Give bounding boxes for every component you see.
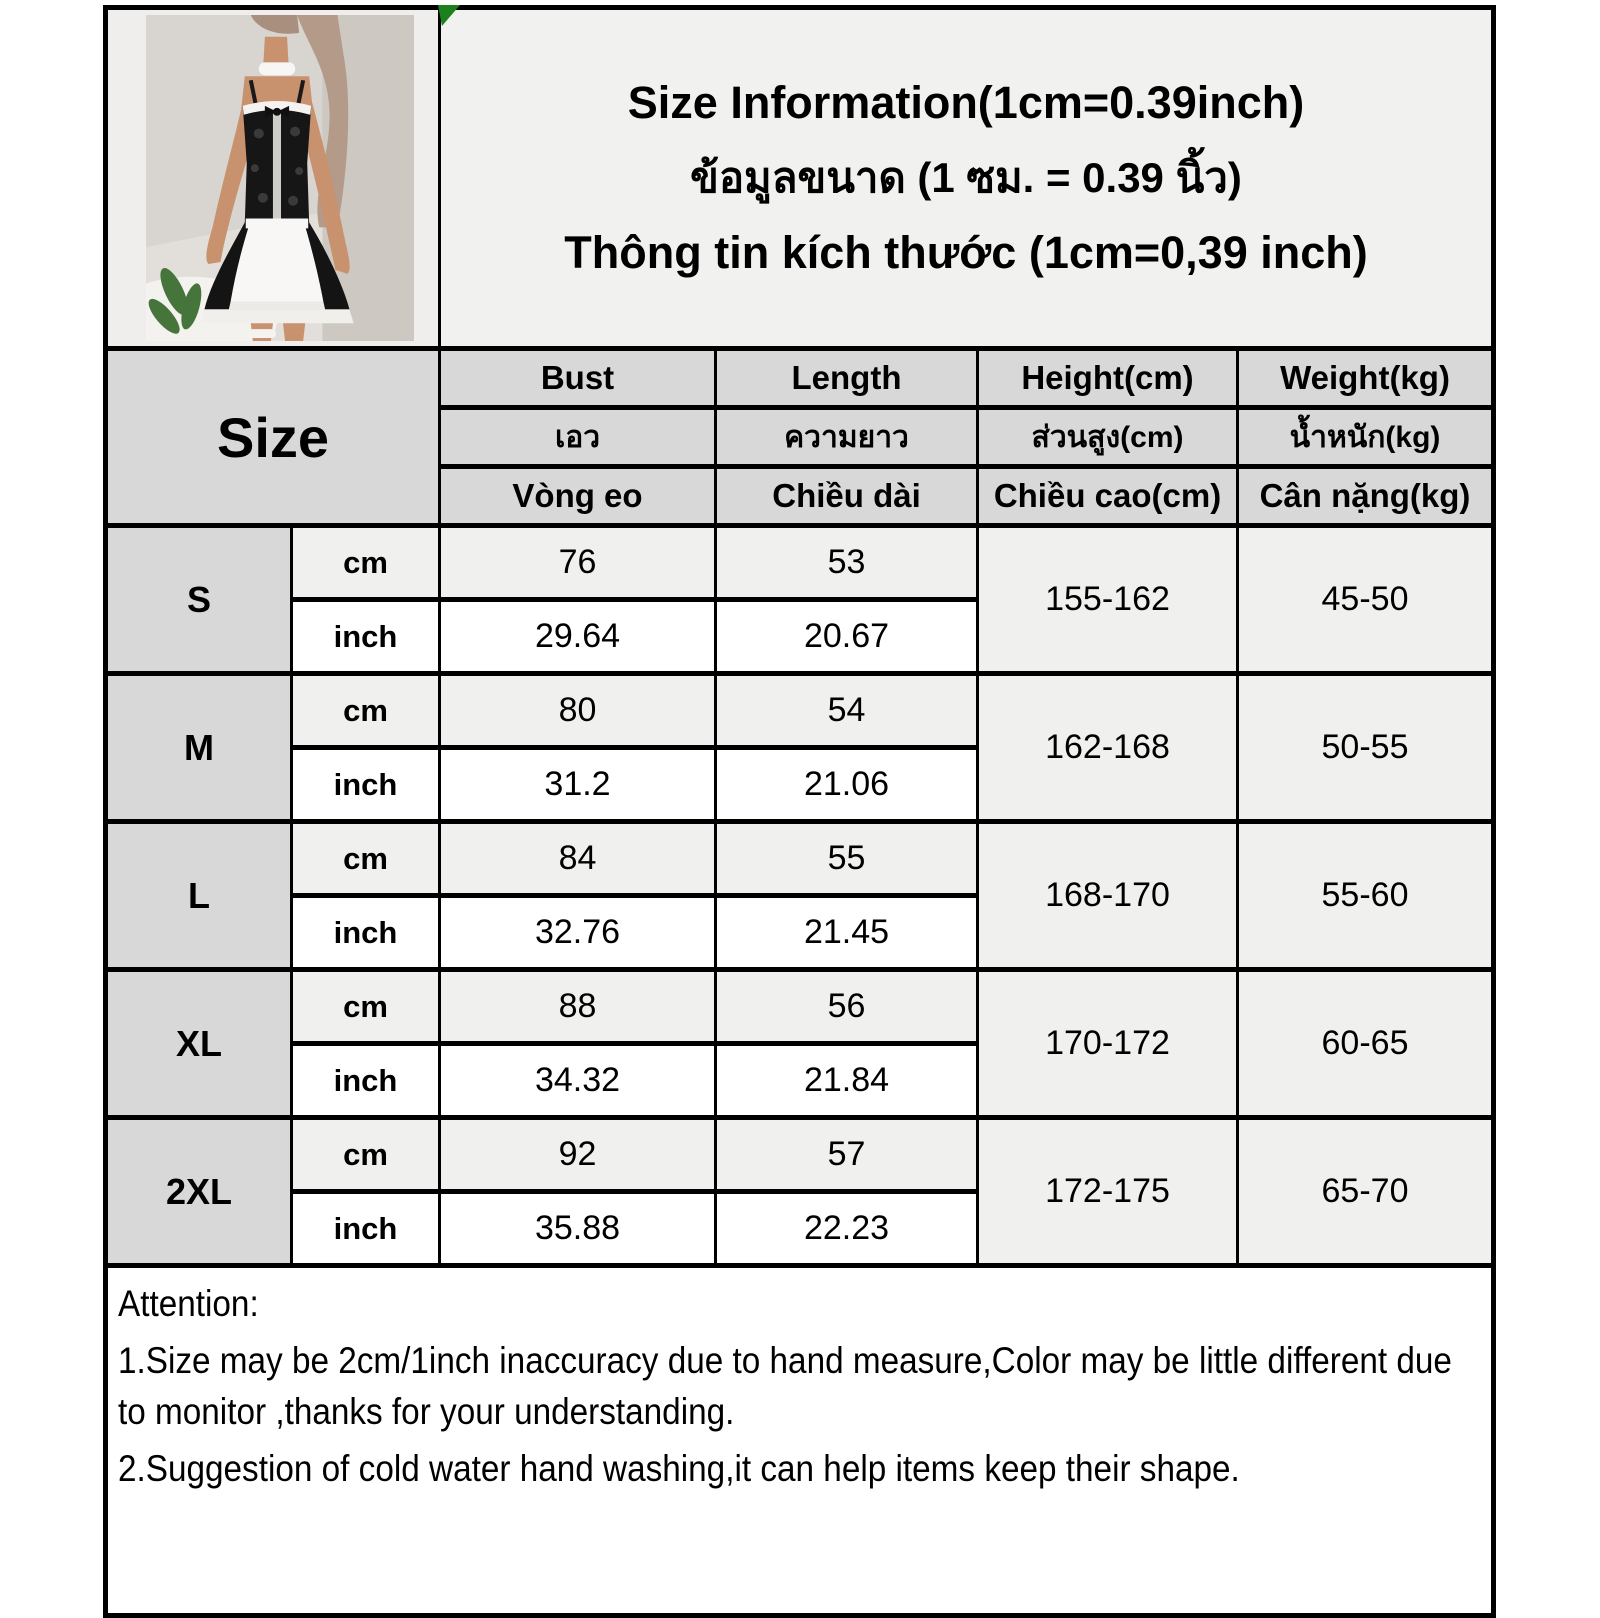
col-header-weight-en: Weight(kg)	[1238, 349, 1494, 408]
size-column-header: Size	[106, 349, 440, 526]
unit-cm-S: cm	[292, 526, 440, 600]
length-inch-M: 21.06	[716, 748, 978, 822]
height-S: 155-162	[978, 526, 1238, 674]
col-header-weight-vi: Cân nặng(kg)	[1238, 467, 1494, 526]
bust-cm-XL: 88	[440, 970, 716, 1044]
weight-2XL: 65-70	[1238, 1118, 1494, 1266]
bust-cm-2XL: 92	[440, 1118, 716, 1192]
unit-cm-L: cm	[292, 822, 440, 896]
col-header-bust-vi: Vòng eo	[440, 467, 716, 526]
header-banner-row	[106, 8, 1494, 349]
weight-XL: 60-65	[1238, 970, 1494, 1118]
weight-L: 55-60	[1238, 822, 1494, 970]
length-cm-M: 54	[716, 674, 978, 748]
column-header-row-en	[106, 349, 1494, 408]
size-row-L-cm	[106, 822, 1494, 896]
size-label-M: M	[106, 674, 292, 822]
bust-inch-L: 32.76	[440, 896, 716, 970]
size-row-2XL-cm	[106, 1118, 1494, 1192]
size-label-2XL: 2XL	[106, 1118, 292, 1266]
bust-inch-2XL: 35.88	[440, 1192, 716, 1266]
unit-inch-S: inch	[292, 600, 440, 674]
size-row-XL-cm	[106, 970, 1494, 1044]
height-M: 162-168	[978, 674, 1238, 822]
size-info-title-en: Size Information(1cm=0.39inch)	[627, 77, 1305, 128]
length-inch-S: 20.67	[716, 600, 978, 674]
length-cm-2XL: 57	[716, 1118, 978, 1192]
unit-cm-M: cm	[292, 674, 440, 748]
length-cm-L: 55	[716, 822, 978, 896]
size-info-title-cell	[440, 8, 1494, 349]
length-cm-XL: 56	[716, 970, 978, 1044]
size-label-L: L	[106, 822, 292, 970]
length-cm-S: 53	[716, 526, 978, 600]
product-photo	[108, 15, 438, 341]
col-header-weight-th: น้ำหนัก(kg)	[1238, 408, 1494, 467]
size-chart-table	[103, 5, 1496, 1618]
length-inch-XL: 21.84	[716, 1044, 978, 1118]
height-XL: 170-172	[978, 970, 1238, 1118]
height-2XL: 172-175	[978, 1118, 1238, 1266]
attention-heading: Attention:	[118, 1283, 259, 1324]
col-header-length-vi: Chiều dài	[716, 467, 978, 526]
unit-inch-L: inch	[292, 896, 440, 970]
bust-inch-M: 31.2	[440, 748, 716, 822]
col-header-length-th: ความยาว	[716, 408, 978, 467]
weight-S: 45-50	[1238, 526, 1494, 674]
unit-cm-2XL: cm	[292, 1118, 440, 1192]
attention-note-2: 2.Suggestion of cold water hand washing,it can help items keep their shape.	[118, 1448, 1240, 1490]
col-header-length-en: Length	[716, 349, 978, 408]
col-header-bust-th: เอว	[440, 408, 716, 467]
size-label-XL: XL	[106, 970, 292, 1118]
bust-inch-S: 29.64	[440, 600, 716, 674]
col-header-bust-en: Bust	[440, 349, 716, 408]
unit-inch-2XL: inch	[292, 1192, 440, 1266]
attention-cell	[106, 1266, 1494, 1616]
size-chart-frame	[103, 5, 1496, 1618]
size-label-S: S	[106, 526, 292, 674]
weight-M: 50-55	[1238, 674, 1494, 822]
bust-cm-S: 76	[440, 526, 716, 600]
bust-inch-XL: 34.32	[440, 1044, 716, 1118]
bust-cm-L: 84	[440, 822, 716, 896]
size-row-M-cm	[106, 674, 1494, 748]
product-photo-cell	[106, 8, 440, 349]
attention-row	[106, 1266, 1494, 1616]
size-info-title-vi: Thông tin kích thước (1cm=0,39 inch)	[564, 227, 1368, 278]
length-inch-2XL: 22.23	[716, 1192, 978, 1266]
height-L: 168-170	[978, 822, 1238, 970]
col-header-height-en: Height(cm)	[978, 349, 1238, 408]
attention-note-1: 1.Size may be 2cm/1inch inaccuracy due to hand measure,Color may be little different due to monitor ,thanks for your understanding.	[118, 1340, 1452, 1433]
bust-cm-M: 80	[440, 674, 716, 748]
unit-inch-M: inch	[292, 748, 440, 822]
unit-cm-XL: cm	[292, 970, 440, 1044]
col-header-height-vi: Chiều cao(cm)	[978, 467, 1238, 526]
length-inch-L: 21.45	[716, 896, 978, 970]
size-row-S-cm	[106, 526, 1494, 600]
size-info-title-th: ข้อมูลขนาด (1 ซม. = 0.39 นิ้ว)	[690, 154, 1242, 201]
maid-costume-model-illustration	[146, 15, 414, 341]
col-header-height-th: ส่วนสูง(cm)	[978, 408, 1238, 467]
unit-inch-XL: inch	[292, 1044, 440, 1118]
